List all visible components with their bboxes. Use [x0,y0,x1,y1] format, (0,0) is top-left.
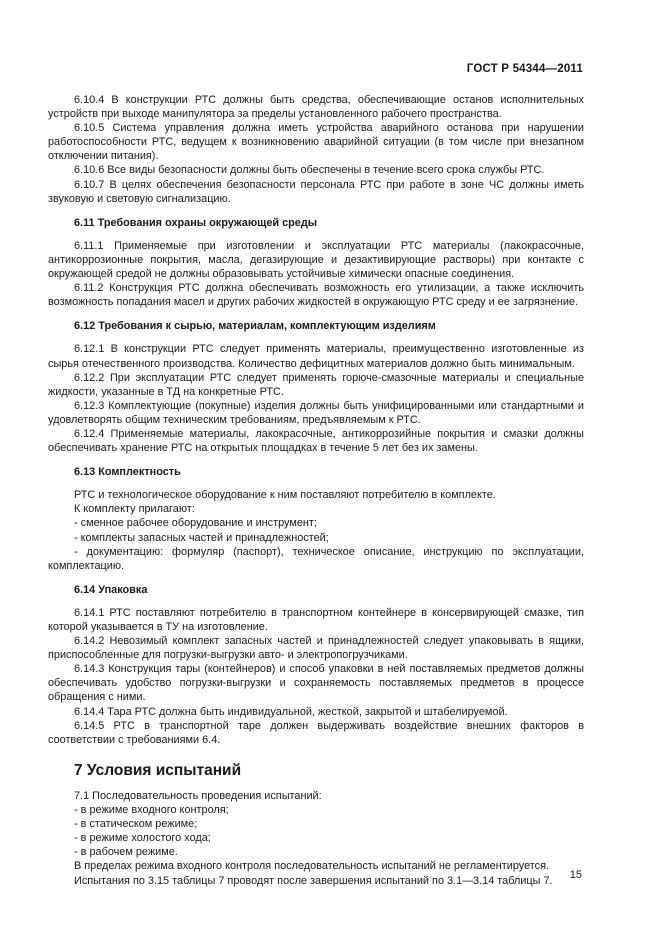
paragraph: 6.12.2 При эксплуатации РТС следует применять горюче-смазочные материалы и специальные жидкости, указанные в ТД на конкретные РТС. [48,371,584,398]
subsection-heading: 6.13 Комплектность [74,466,181,479]
paragraph: 6.14.3 Конструкция тары (контейнеров) и способ упаковки в ней поставляемых предметов должны обеспечивать удобство погрузки-выгрузки и сохраняемость поставляемых предметов в процессе обращения с ними. [48,663,584,704]
paragraph: В пределах режима входного контроля последовательность испытаний не регламентируется. [74,860,549,873]
paragraph: 6.11.1 Применяемые при изготовлении и эксплуатации РТС материалы (лакокрасочные, антикоррозионные покрытия, масла, дегазирующие и дезактивирующие растворы) при контакте с окружающей средой не должны образовывать устойчивые химически опасные соединения. [48,239,584,281]
document-body [48,93,584,888]
paragraph: Испытания по 3.15 таблицы 7 проводят после завершения испытаний по 3.1—3.14 таблицы 7. [74,874,553,887]
paragraph: 6.11.2 Конструкция РТС должна обеспечивать возможность его утилизации, а также исключить возможность попадания масел и других рабочих жидкостей в окружающую РТС среду и ее загрязнение. [48,282,584,309]
paragraph: 6.10.4 В конструкции РТС должны быть средства, обеспечивающие останов исполнительных устройств при выходе манипулятора за пределы установленного рабочего пространства. [48,94,584,121]
paragraph: 6.10.5 Система управления должна иметь устройства аварийного останова при нарушении работоспособности РТС, ведущем к возникновению аварийной ситуации (в том числе при внезапном отключении питания). [48,122,584,163]
paragraph: РТС и технологическое оборудование к ним поставляют потребителю в комплекте. [74,489,496,502]
paragraph: 6.14.5 РТС в транспортной таре должен выдерживать воздействие внешних факторов в соответствии с требованиями 6.4. [48,719,584,746]
paragraph: 6.12.1 В конструкции РТС следует применять материалы, преимущественно изготовленные из сырья отечественного производства. Количество дефицитных материалов должно быть минимальным. [48,343,584,370]
paragraph: - в статическом режиме; [74,818,198,831]
paragraph: 6.10.6 Все виды безопасности должны быть обеспечены в течение всего срока службы РТС. [74,164,545,177]
paragraph: К комплекту прилагают: [74,503,195,516]
paragraph: 7.1 Последовательность проведения испытаний: [74,789,322,802]
subsection-heading: 6.11 Требования охраны окружающей среды [74,216,318,229]
paragraph: - в рабочем режиме. [74,846,178,859]
section-heading: 7 Условия испытаний [74,761,242,779]
paragraph: - в режиме холостого хода; [74,832,211,845]
paragraph: 6.12.3 Комплектующие (покупные) изделия должны быть унифицированными или стандартными и удовлетворять общим техническим требованиям, предъявляемым к РТС. [48,399,584,426]
paragraph: - сменное рабочее оборудование и инструмент; [74,517,317,530]
paragraph: - в режиме входного контроля; [74,804,229,817]
paragraph: 6.12.4 Применяемые материалы, лакокрасочные, антикоррозийные покрытия и смазки должны обеспечивать хранение РТС на открытых площадках в течение 5 лет без их замены. [48,427,584,455]
page-number: 15 [569,869,582,881]
standard-header: ГОСТ Р 54344—2011 [466,63,583,75]
paragraph: 6.14.2 Невозимый комплект запасных частей и принадлежностей следует упаковывать в ящики, приспособленные для погрузки-выгрузки авто- и электропогрузчиками. [48,635,584,662]
paragraph: 6.14.4 Тара РТС должна быть индивидуальной, жесткой, закрытой и штабелируемой. [74,705,508,718]
paragraph: - комплекты запасных частей и принадлежностей; [74,531,329,544]
paragraph: 6.10.7 В целях обеспечения безопасности персонала РТС при работе в зоне ЧС должны иметь звуковую и световую сигнализацию. [48,178,584,205]
subsection-heading: 6.12 Требования к сырью, материалам, комплектующим изделиям [74,320,436,333]
subsection-heading: 6.14 Упаковка [74,583,148,596]
paragraph: 6.14.1 РТС поставляют потребителю в транспортном контейнере в консервирующей смазке, тип которой указывается в ТУ на изготовление. [48,606,584,633]
paragraph: - документацию: формуляр (паспорт), техническое описание, инструкцию по эксплуатации, комплектацию. [48,545,584,572]
